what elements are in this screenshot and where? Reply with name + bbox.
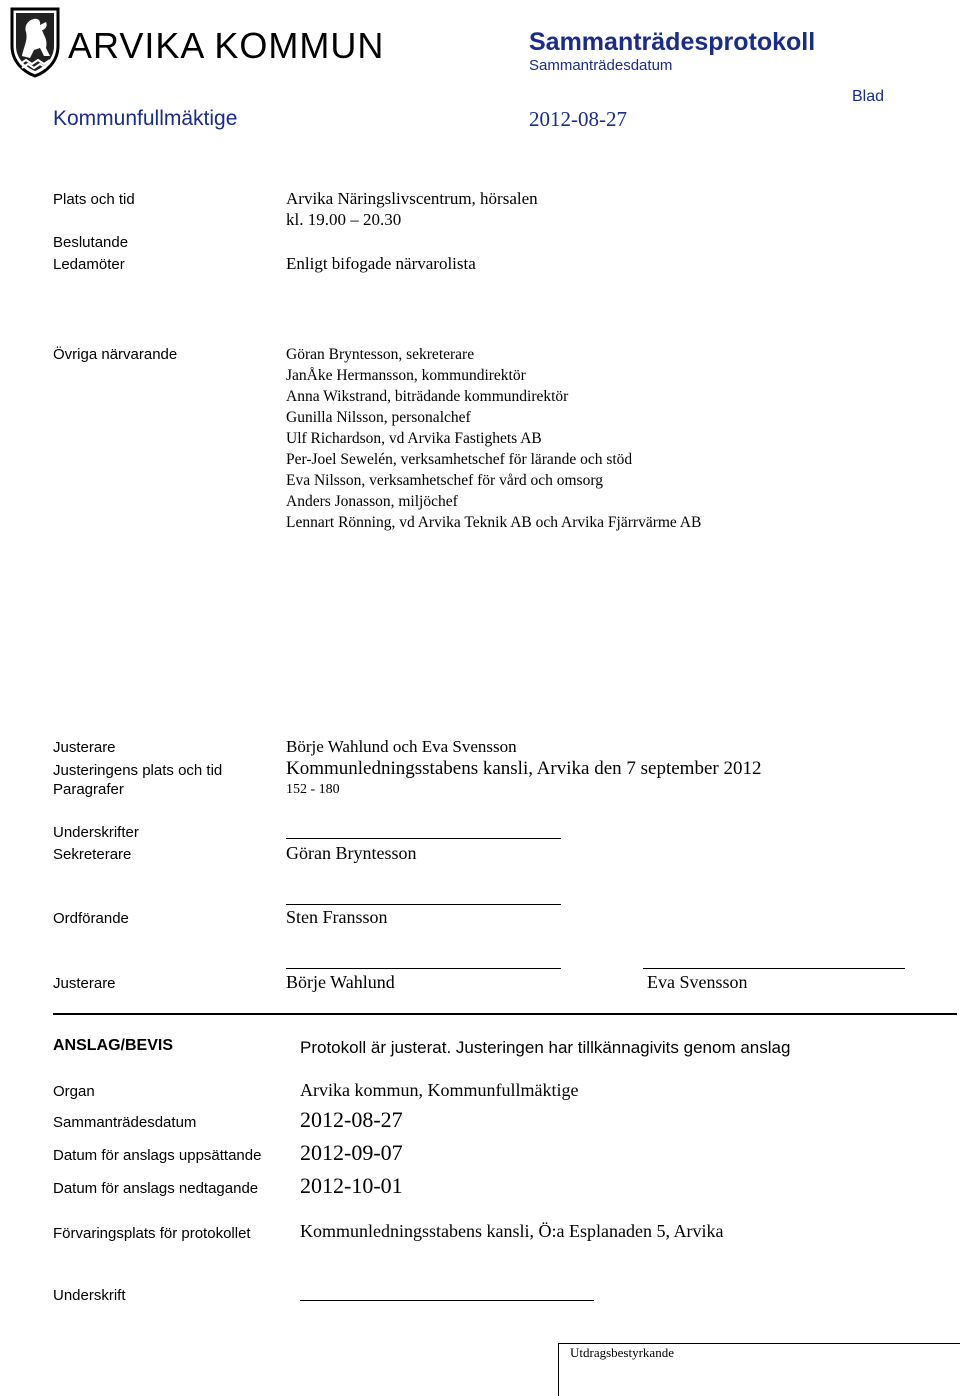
adjust-place-label: Justeringens plats och tid	[53, 762, 223, 779]
chair-name: Sten Fransson	[286, 907, 388, 927]
others-present-list	[286, 344, 701, 533]
time-value: kl. 19.00 – 20.30	[286, 210, 402, 229]
adjuster-1-name: Börje Wahlund	[286, 972, 395, 992]
list-item: JanÅke Hermansson, kommundirektör	[286, 367, 526, 384]
header-meeting-date: 2012-08-27	[529, 107, 627, 131]
chair-signature-line	[286, 904, 561, 905]
notice-meeting-date-value: 2012-08-27	[300, 1107, 403, 1132]
removed-date-label: Datum för anslags nedtagande	[53, 1180, 259, 1197]
place-label: Plats och tid	[53, 191, 135, 208]
justerare-label: Justerare	[53, 739, 116, 756]
list-item: Anders Jonasson, miljöchef	[286, 493, 458, 510]
coat-of-arms-logo	[8, 6, 62, 78]
document-type-title: Sammanträdesprotokoll	[529, 28, 816, 56]
justerare-value: Börje Wahlund och Eva Svensson	[286, 737, 517, 756]
secretary-label: Sekreterare	[53, 846, 132, 863]
extract-box-border	[558, 1343, 559, 1396]
list-item: Göran Bryntesson, sekreterare	[286, 346, 475, 363]
meeting-date-heading: Sammanträdesdatum	[529, 57, 673, 74]
org-name-logo-text: ARVIKA KOMMUN	[68, 25, 385, 66]
notice-signature-line	[300, 1300, 594, 1301]
members-label: Ledamöter	[53, 256, 125, 273]
paragraphs-label: Paragrafer	[53, 781, 124, 798]
adjuster-2-signature-line	[643, 968, 905, 969]
storage-label: Förvaringsplats för protokollet	[53, 1225, 251, 1242]
notice-title: ANSLAG/BEVIS	[53, 1037, 174, 1054]
signature-label: Underskrift	[53, 1287, 126, 1304]
chair-label: Ordförande	[53, 910, 129, 927]
extract-certification-label: Utdragsbestyrkande	[570, 1345, 674, 1360]
list-item: Ulf Richardson, vd Arvika Fastighets AB	[286, 430, 542, 447]
members-value: Enligt bifogade närvarolista	[286, 254, 476, 273]
list-item: Per-Joel Sewelén, verksamhetschef för lärande och stöd	[286, 451, 633, 468]
secretary-signature-line	[286, 838, 561, 839]
list-item: Anna Wikstrand, biträdande kommundirektör	[286, 388, 569, 405]
blad-label: Blad	[852, 88, 885, 105]
adjuster-2-name: Eva Svensson	[647, 972, 748, 992]
storage-value: Kommunledningsstabens kansli, Ö:a Esplanaden 5, Arvika	[300, 1221, 724, 1241]
adjust-place-value: Kommunledningsstabens kansli, Arvika den 7 september 2012	[286, 758, 762, 779]
organ-value: Arvika kommun, Kommunfullmäktige	[300, 1080, 579, 1100]
posted-date-label: Datum för anslags uppsättande	[53, 1147, 262, 1164]
removed-date-value: 2012-10-01	[300, 1173, 403, 1198]
adjusters-label: Justerare	[53, 975, 116, 992]
body-name: Kommunfullmäktige	[53, 107, 238, 130]
section-divider	[53, 1013, 957, 1015]
list-item: Eva Nilsson, verksamhetschef för vård och omsorg	[286, 472, 603, 489]
paragraphs-value: 152 - 180	[286, 782, 340, 797]
posted-date-value: 2012-09-07	[300, 1140, 403, 1165]
adjuster-1-signature-line	[286, 968, 561, 969]
decision-label: Beslutande	[53, 234, 129, 251]
secretary-name: Göran Bryntesson	[286, 843, 417, 863]
notice-meeting-date-label: Sammanträdesdatum	[53, 1114, 197, 1131]
place-value: Arvika Näringslivscentrum, hörsalen	[286, 189, 538, 208]
list-item: Gunilla Nilsson, personalchef	[286, 409, 471, 426]
list-item: Lennart Rönning, vd Arvika Teknik AB och Arvika Fjärrvärme AB	[286, 514, 702, 531]
organ-label: Organ	[53, 1083, 95, 1100]
signatures-label: Underskrifter	[53, 824, 139, 841]
notice-statement: Protokoll är justerat. Justeringen har tillkännagivits genom anslag	[300, 1038, 791, 1057]
footer-divider	[558, 1343, 960, 1344]
others-present-label: Övriga närvarande	[53, 346, 178, 363]
